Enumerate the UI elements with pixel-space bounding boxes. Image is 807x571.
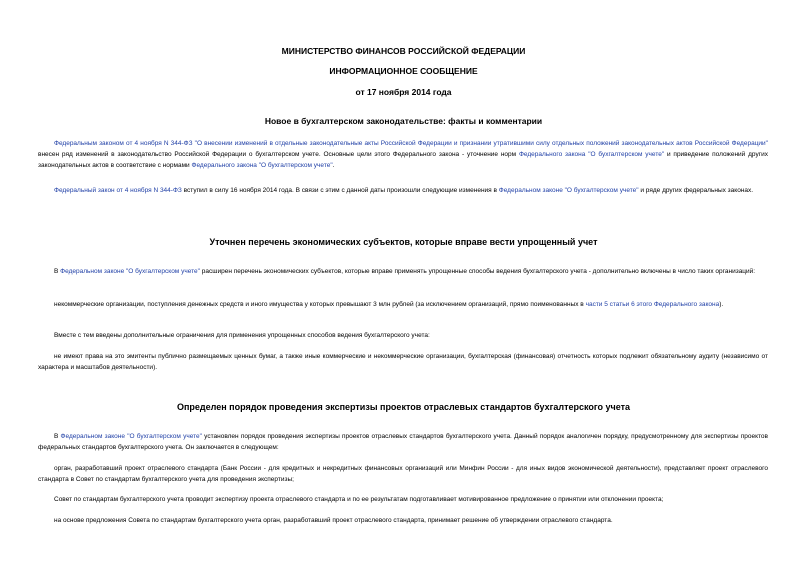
article-6-part-5-link[interactable]: части 5 статьи 6 этого Федерального закона	[585, 301, 720, 308]
law-344-link[interactable]: Федеральный закон от 4 ноября N 344-ФЗ	[54, 187, 182, 194]
document-title: Новое в бухгалтерском законодательстве: факты и комментарии	[264, 116, 543, 126]
section-heading-industry-standards: Определен порядок проведения экспертизы проектов отраслевых стандартов бухгалтерского учета	[176, 402, 631, 412]
ministry-heading: МИНИСТЕРСТВО ФИНАНСОВ РОССИЙСКОЙ ФЕДЕРАЦИИ	[281, 46, 526, 56]
accounting-law-link[interactable]: Федеральном законе "О бухгалтерском учете"	[60, 268, 200, 275]
accounting-law-link[interactable]: Федеральном законе "О бухгалтерском учете"	[60, 433, 202, 440]
section2-paragraph-1: В Федеральном законе "О бухгалтерском учете" установлен порядок проведения экспертизы проектов отраслевых стандартов бухгалтерского учета. Данный порядок аналогичен порядку, предусмотренному для экспертизы проектов федеральных стандартов бухгалтерского учета. Он заключается в следующем:	[38, 433, 768, 451]
document-type: ИНФОРМАЦИОННОЕ СООБЩЕНИЕ	[329, 66, 478, 76]
section2-paragraph-3: Совет по стандартам бухгалтерского учета проводит экспертизу проекта отраслевого стандарта и по ее результатам подготавливает мотивированное предложение о принятии или отклонении проекта;	[54, 496, 664, 503]
accounting-law-link[interactable]: Федеральном законе "О бухгалтерском учете"	[498, 187, 639, 194]
intro-paragraph-1: Федеральным законом от 4 ноября N 344-ФЗ "О внесении изменений в отдельные законодательные акты Российской Федерации и признании утратившими силу отдельных положений законодательных актов Российской Федерации" внесен ряд изменений в законодательство Российской Федерации о бухгалтерском учете. Основные цели этого Федерального закона - уточнение норм Федерального закона "О бухгалтерском учете" и приведение положений других законодательных актов в соответствие с нормами Федерального закона "О бухгалтерском учете".	[38, 140, 768, 169]
section-heading-simplified-accounting: Уточнен перечень экономических субъектов, которые вправе вести упрощенный учет	[209, 237, 598, 247]
section2-paragraph-2: орган, разработавший проект отраслевого стандарта (Банк России - для кредитных и некредитных финансовых организаций или Минфин России - для иных видов экономической деятельности), представляет проект отраслевого стандарта в Совет по стандартам бухгалтерского учета для проведения экспертизы;	[38, 465, 768, 483]
section1-paragraph-1: В Федеральном законе "О бухгалтерском учете" расширен перечень экономических субъектов, которые вправе применять упрощенные способы ведения бухгалтерского учета - дополнительно включены в число таких организаций:	[54, 268, 756, 275]
intro-paragraph-2: Федеральный закон от 4 ноября N 344-ФЗ вступил в силу 16 ноября 2014 года. В связи с этим с данной даты произошли следующие изменения в Федеральном законе "О бухгалтерском учете" и ряде других федеральных законах.	[54, 187, 754, 194]
section1-paragraph-2: некоммерческие организации, поступления денежных средств и иного имущества у которых превышают 3 млн рублей (за исключением организаций, прямо поименованных в части 5 статьи 6 этого Федерального закона).	[54, 301, 724, 308]
law-344-link[interactable]: Федеральным законом от 4 ноября N 344-ФЗ "О внесении изменений в отдельные законодательные акты Российской Федерации и признании утратившими силу отдельных положений законодательных актов Российской Федерации"	[54, 140, 768, 147]
accounting-law-link[interactable]: Федерального закона "О бухгалтерском учете"	[518, 151, 665, 158]
section2-paragraph-4: на основе предложения Совета по стандартам бухгалтерского учета орган, разработавший проект отраслевого стандарта, принимает решение об утверждении отраслевого стандарта.	[54, 517, 613, 524]
section1-paragraph-4: не имеют права на это эмитенты публично размещаемых ценных бумаг, а также иные коммерческие и некоммерческие организации, бухгалтерская (финансовая) отчетность которых подлежит обязательному аудиту (независимо от характера и масштабов деятельности).	[38, 353, 768, 371]
document-date: от 17 ноября 2014 года	[355, 87, 452, 97]
section1-paragraph-3: Вместе с тем введены дополнительные ограничения для применения упрощенных способов ведения бухгалтерского учета:	[54, 332, 430, 339]
accounting-law-link[interactable]: Федерального закона "О бухгалтерском учете"	[191, 162, 333, 169]
